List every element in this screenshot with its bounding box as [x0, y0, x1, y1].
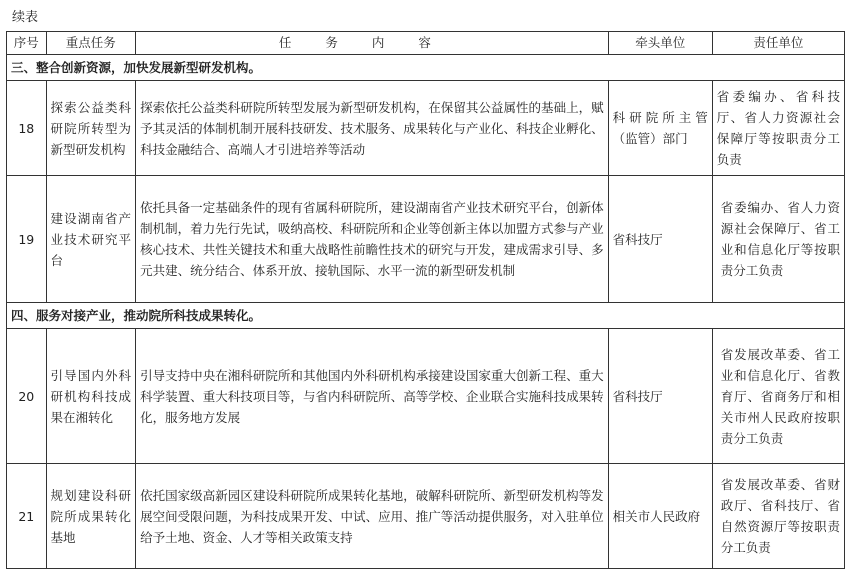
- section-row: [7, 303, 845, 329]
- row-task: 引导国内外科研机构科技成果在湘转化: [46, 329, 136, 464]
- row-content: 引导支持中央在湘科研院所和其他国内外科研机构承接建设国家重大创新工程、重大科学装置、重大科技项目等，与省内科研院所、高等学校、企业联合实施科技成果转化，服务地方发展: [136, 329, 609, 464]
- row-seq: 20: [7, 329, 47, 464]
- header-resp: 责任单位: [712, 32, 844, 55]
- row-resp: 省委编办、省科技厅、省人力资源社会保障厅等按职责分工负责: [712, 81, 844, 176]
- row-task: 建设湖南省产业技术研究平台: [46, 176, 136, 303]
- header-content: [136, 32, 609, 55]
- table-row: [7, 81, 845, 176]
- section-title: 四、服务对接产业，推动院所科技成果转化。: [7, 303, 845, 329]
- row-resp: 省发展改革委、省财政厅、省科技厅、省自然资源厅等按职责分工负责: [712, 464, 844, 569]
- row-seq: 19: [7, 176, 47, 303]
- row-lead: 省科技厅: [608, 176, 712, 303]
- header-lead: 牵头单位: [608, 32, 712, 55]
- row-seq: 21: [7, 464, 47, 569]
- header-task: 重点任务: [46, 32, 136, 55]
- row-content: 依托具备一定基础条件的现有省属科研院所，建设湖南省产业技术研究平台，创新体制机制，着力先行先试，吸纳高校、科研院所和企业等创新主体以加盟方式参与产业核心技术、共性关键技术和重大战略性前瞻性技术的研究与开发，建成需求引导、多元共建、统分结合、体系开放、接轨国际、水平一流的新型研发机制: [136, 176, 609, 303]
- row-resp: 省委编办、省人力资源社会保障厅、省工业和信息化厅等按职责分工负责: [712, 176, 844, 303]
- section-row: [7, 55, 845, 81]
- row-lead: 科研院所主管（监管）部门: [608, 81, 712, 176]
- section-title: 三、整合创新资源，加快发展新型研发机构。: [7, 55, 845, 81]
- row-task: 规划建设科研院所成果转化基地: [46, 464, 136, 569]
- row-content: 依托国家级高新园区建设科研院所成果转化基地，破解科研院所、新型研发机构等发展空间受限问题，为科技成果开发、中试、应用、推广等活动提供服务，对入驻单位给予土地、资金、人才等相关政策支持: [136, 464, 609, 569]
- table-row: [7, 329, 845, 464]
- row-task: 探索公益类科研院所转型为新型研发机构: [46, 81, 136, 176]
- task-table: [6, 31, 845, 569]
- row-seq: 18: [7, 81, 47, 176]
- table-row: [7, 464, 845, 569]
- row-content: 探索依托公益类科研院所转型发展为新型研发机构，在保留其公益属性的基础上，赋予其灵活的体制机制开展科技研发、技术服务、成果转化与产业化、科技企业孵化、科技金融结合、高端人才引进培养等活动: [136, 81, 609, 176]
- row-lead: 相关市人民政府: [608, 464, 712, 569]
- header-content-label: 任务内容: [278, 35, 465, 50]
- header-row: [7, 32, 845, 55]
- table-caption: 续表: [12, 10, 39, 25]
- row-lead: 省科技厅: [608, 329, 712, 464]
- row-resp: 省发展改革委、省工业和信息化厅、省教育厅、省商务厅和相关市州人民政府按职责分工负责: [712, 329, 844, 464]
- header-seq: 序号: [7, 32, 47, 55]
- table-row: [7, 176, 845, 303]
